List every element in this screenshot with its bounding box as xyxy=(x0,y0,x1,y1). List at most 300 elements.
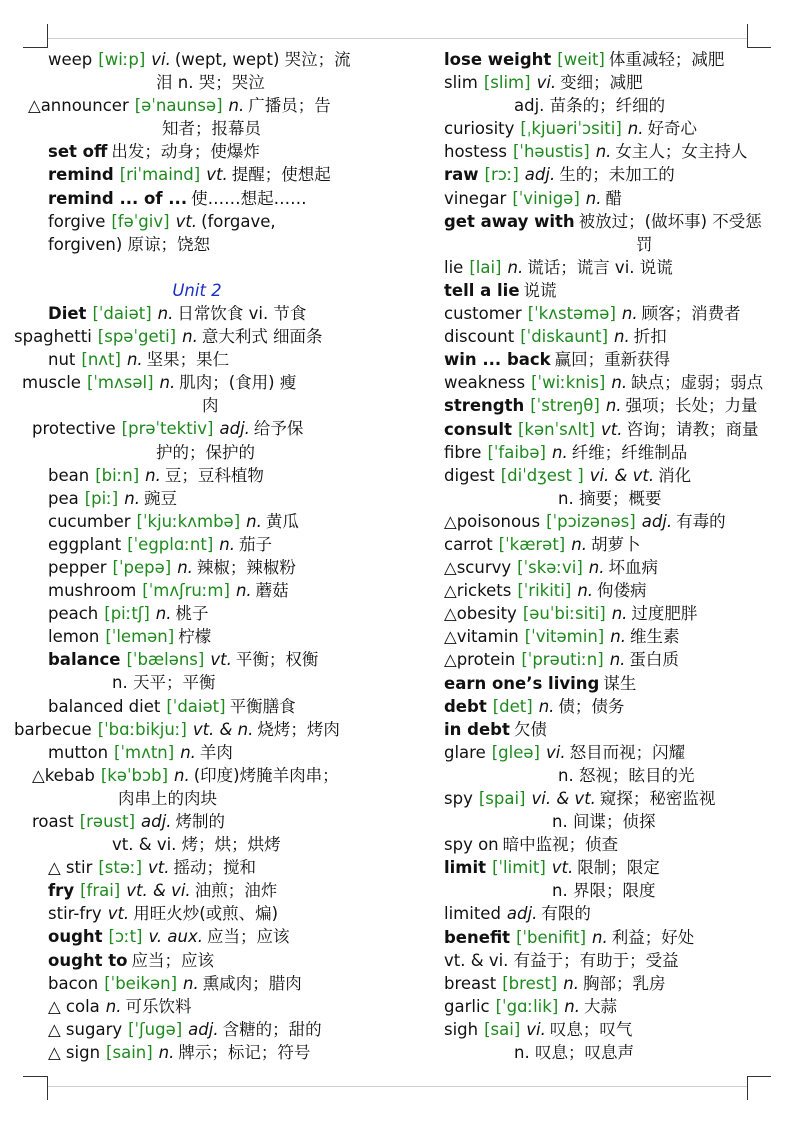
definition-continuation: forgiven) 原谅；饶恕 xyxy=(48,234,211,254)
headword: △kebab xyxy=(32,765,95,785)
definition: 茄子 xyxy=(238,534,272,554)
phonetic: [ˈmʌʃruːm] xyxy=(142,581,230,601)
vocab-entry xyxy=(410,1018,782,1041)
headword: limit xyxy=(444,858,487,878)
headword: mutton xyxy=(48,742,109,762)
definition: 咨询；请教；商量 xyxy=(626,419,759,439)
vocab-entry xyxy=(410,210,782,233)
part-of-speech: n. xyxy=(126,350,143,370)
definition-continuation: vt. & vi. 有益于；有助于；受益 xyxy=(444,950,679,970)
vocab-entry xyxy=(410,579,782,602)
phonetic: [sain] xyxy=(106,1042,153,1062)
part-of-speech: adj. xyxy=(141,812,172,831)
headword: △obesity xyxy=(444,604,517,624)
phonetic: [ˈlemən] xyxy=(105,627,175,647)
headword: set off xyxy=(48,142,108,162)
definition-continuation: n. 界限；限度 xyxy=(552,881,656,901)
headword: garlic xyxy=(444,996,490,1016)
part-of-speech: n. xyxy=(228,96,245,116)
headword: △scurvy xyxy=(444,558,512,578)
headword: spy on xyxy=(444,835,499,855)
headword: get away with xyxy=(444,211,575,231)
phonetic: [ɔːt] xyxy=(108,927,143,947)
phonetic: [gleə] xyxy=(491,742,540,762)
definition: 可乐饮料 xyxy=(125,996,192,1016)
definition: 平衡膳食 xyxy=(229,696,296,716)
phonetic: [piːtʃ] xyxy=(104,604,150,624)
vocabulary-column-right xyxy=(410,48,782,1064)
definition: 提醒；使想起 xyxy=(231,165,331,185)
vocab-entry xyxy=(14,810,380,833)
vocab-entry xyxy=(410,648,782,671)
definition: 豌豆 xyxy=(143,488,177,508)
phonetic: [ˈbæləns] xyxy=(126,650,205,670)
definition: 桃子 xyxy=(175,604,209,624)
headword: carrot xyxy=(444,534,493,554)
part-of-speech: adj. xyxy=(219,419,250,439)
vocab-entry xyxy=(14,741,380,764)
phonetic: [ˈbenifit] xyxy=(516,927,587,947)
vocab-entry xyxy=(14,925,380,948)
headword: digest xyxy=(444,465,495,485)
phonetic: [det] xyxy=(492,696,533,716)
part-of-speech: n. xyxy=(564,996,580,1016)
phonetic: [ˈskəːvi] xyxy=(517,558,583,578)
phonetic: [ˈpepə] xyxy=(112,557,172,577)
part-of-speech: vi. xyxy=(546,742,566,762)
definition: 意大利式 细面条 xyxy=(201,327,323,347)
definition: 熏咸肉；腊肉 xyxy=(202,973,302,993)
definition: 醋 xyxy=(605,188,622,208)
definition-continuation: n. 叹息；叹息声 xyxy=(514,1043,634,1063)
vocab-entry xyxy=(410,302,782,325)
vocab-entry xyxy=(14,695,380,718)
headword: ought xyxy=(48,927,103,947)
part-of-speech: n. xyxy=(180,742,196,762)
phonetic: [sai] xyxy=(484,1019,521,1039)
part-of-speech: adj. xyxy=(506,904,538,924)
headword: strength xyxy=(444,396,525,416)
definition: 坚果；果仁 xyxy=(146,350,230,370)
headword: fibre xyxy=(444,442,482,462)
headword: △rickets xyxy=(444,581,512,601)
part-of-speech: n. xyxy=(577,581,594,601)
phonetic: [frai] xyxy=(80,881,121,901)
phonetic: [ˈvitəmin] xyxy=(524,627,605,647)
vocab-entry xyxy=(14,579,380,602)
part-of-speech: n. xyxy=(610,627,626,647)
phonetic: [ˌkjuəriˈɔsiti] xyxy=(520,119,622,139)
headword: protective xyxy=(32,419,116,439)
part-of-speech: n. xyxy=(124,488,140,508)
part-of-speech: vt. xyxy=(107,904,130,924)
definition: 被放过；(做坏事) 不受惩 xyxy=(578,211,762,231)
unit-heading xyxy=(14,279,380,302)
part-of-speech: vi. & vt. xyxy=(531,789,596,808)
headword: limited xyxy=(444,904,501,924)
header-rule xyxy=(48,38,747,39)
headword: consult xyxy=(444,419,512,439)
vocab-entry xyxy=(410,556,782,579)
vocab-entry xyxy=(410,625,782,648)
part-of-speech: n. xyxy=(595,142,612,162)
vocab-entry xyxy=(14,856,380,879)
vocab-entry xyxy=(14,972,380,995)
part-of-speech: v. aux. xyxy=(148,927,203,947)
vocab-entry xyxy=(410,672,782,695)
phonetic: [brest] xyxy=(502,973,558,993)
part-of-speech: n. xyxy=(552,442,568,462)
definition: (wept, wept) 哭泣；流 xyxy=(174,50,351,69)
part-of-speech: vt. xyxy=(148,858,170,878)
part-of-speech: n. xyxy=(174,765,190,785)
definition: 大蒜 xyxy=(583,996,617,1016)
vocab-entry xyxy=(410,602,782,625)
headword: Diet xyxy=(48,303,87,323)
vocab-entry xyxy=(410,348,782,371)
definition: 羊肉 xyxy=(199,742,233,762)
headword: mushroom xyxy=(48,581,137,601)
vocab-entry xyxy=(14,163,380,186)
headword: glare xyxy=(444,742,486,762)
headword: roast xyxy=(32,812,74,831)
phonetic: [prəˈtektiv] xyxy=(121,419,214,439)
definition: 烤制的 xyxy=(175,812,225,831)
definition: 蘑菇 xyxy=(255,581,289,601)
phonetic: [ˈgɑːlik] xyxy=(495,996,559,1016)
vocab-entry xyxy=(410,418,782,441)
definition: 牌示；标记；符号 xyxy=(178,1042,311,1062)
part-of-speech: n. xyxy=(588,558,605,578)
definition: 体重减轻；减肥 xyxy=(608,50,725,69)
definition: 蛋白质 xyxy=(629,650,679,670)
definition: 黄瓜 xyxy=(265,511,299,531)
headword: vinegar xyxy=(444,188,507,208)
definition: 有限的 xyxy=(541,904,591,924)
headword: benefit xyxy=(444,927,511,947)
definition: 应当；应该 xyxy=(207,927,290,947)
headword: tell a lie xyxy=(444,280,520,300)
headword: bacon xyxy=(48,973,99,993)
headword: hostess xyxy=(444,142,507,162)
crop-mark-top-right xyxy=(747,24,748,48)
phonetic: [ˈmʌsəl] xyxy=(86,373,154,393)
part-of-speech: n. xyxy=(609,650,626,670)
phonetic: [ˈstreŋθ] xyxy=(530,396,600,416)
vocab-entry xyxy=(410,695,782,718)
headword: curiosity xyxy=(444,119,515,139)
headword: win ... back xyxy=(444,350,551,370)
definition: 女主人；女主持人 xyxy=(615,142,748,162)
vocab-entry xyxy=(410,187,782,210)
definition-continuation: 肉串上的肉块 xyxy=(118,788,217,808)
part-of-speech: vi. xyxy=(526,1019,546,1039)
spacer xyxy=(14,256,380,279)
vocab-entry xyxy=(410,163,782,186)
headword: △ sugary xyxy=(48,1019,123,1039)
crop-mark-bottom-right xyxy=(747,1076,748,1100)
part-of-speech: n. xyxy=(246,511,262,531)
phonetic: [rɔː] xyxy=(484,165,519,185)
definition: 好奇心 xyxy=(647,119,697,139)
definition-continuation: adj. 苗条的；纤细的 xyxy=(514,96,666,116)
definition: 平衡；权衡 xyxy=(235,650,319,670)
definition: 顾客；消费者 xyxy=(641,304,741,324)
definition: (forgave, xyxy=(201,211,276,231)
vocab-entry xyxy=(410,926,782,949)
part-of-speech: n. xyxy=(611,373,628,393)
phonetic: [ˈkjuːkʌmbə] xyxy=(136,511,241,531)
part-of-speech: n. xyxy=(611,604,628,624)
definition-continuation: 肉 xyxy=(202,396,219,416)
vocab-entry xyxy=(410,510,782,533)
phonetic: [weit] xyxy=(557,50,605,69)
headword: forgive xyxy=(48,211,106,231)
part-of-speech: n. xyxy=(563,973,579,993)
part-of-speech: vi. & vt. xyxy=(589,465,655,485)
vocab-entry xyxy=(410,256,782,279)
definition: 摇动；搅和 xyxy=(173,858,257,878)
headword: weakness xyxy=(444,373,526,393)
headword: stir-fry xyxy=(48,904,102,924)
part-of-speech: n. xyxy=(235,581,252,601)
part-of-speech: n. xyxy=(157,303,174,323)
headword: debt xyxy=(444,696,487,716)
part-of-speech: adj. xyxy=(641,511,673,531)
crop-mark-bottom-left xyxy=(47,1076,48,1100)
definition: 限制；限定 xyxy=(577,858,660,878)
phonetic: [ˈbɑːbikjuː] xyxy=(97,719,187,739)
headword: discount xyxy=(444,327,515,347)
phonetic: [ˈfaibə] xyxy=(487,442,546,462)
headword: △announcer xyxy=(28,96,129,116)
headword: △vitamin xyxy=(444,627,519,647)
definition: 过度肥胖 xyxy=(631,604,698,624)
part-of-speech: n. xyxy=(159,373,176,393)
definition-continuation: 知者；报幕员 xyxy=(162,119,261,139)
headword: muscle xyxy=(22,373,81,393)
vocab-entry xyxy=(410,279,782,302)
headword: pea xyxy=(48,488,79,508)
phonetic: [əuˈbiːsiti] xyxy=(522,604,606,624)
headword: peach xyxy=(48,604,99,624)
vocab-entry xyxy=(14,371,380,394)
part-of-speech: n. xyxy=(585,188,602,208)
definition: 柠檬 xyxy=(178,627,212,647)
part-of-speech: vt. & n. xyxy=(192,719,254,739)
part-of-speech: n. xyxy=(219,534,235,554)
definition: 怒目而视；闪耀 xyxy=(569,742,686,762)
part-of-speech: vi. xyxy=(151,50,171,69)
phonetic: [ˈprəutiːn] xyxy=(521,650,604,670)
vocab-entry xyxy=(410,533,782,556)
phonetic: [ˈʃugə] xyxy=(128,1019,183,1039)
part-of-speech: adj. xyxy=(188,1019,219,1039)
vocab-entry xyxy=(14,533,380,556)
definition: 强项；长处；力量 xyxy=(625,396,758,416)
headword: customer xyxy=(444,304,522,324)
definition-continuation: n. 间谍；侦探 xyxy=(552,812,656,832)
phonetic: [diˈdʒest ] xyxy=(500,465,584,485)
headword: △protein xyxy=(444,650,516,670)
part-of-speech: vi. xyxy=(536,73,557,93)
definition: 折扣 xyxy=(633,327,667,347)
phonetic: [wiːp] xyxy=(98,50,146,69)
headword: eggplant xyxy=(48,534,122,554)
part-of-speech: n. xyxy=(183,973,199,993)
vocab-entry xyxy=(14,902,380,925)
definition: 使……想起…… xyxy=(191,188,307,208)
phonetic: [biːn] xyxy=(95,465,140,485)
phonetic: [spai] xyxy=(478,789,526,808)
crop-mark-top-left xyxy=(47,24,48,48)
headword: ought to xyxy=(48,950,128,970)
vocab-entry xyxy=(14,94,380,117)
definition: 胡萝卜 xyxy=(590,534,641,554)
headword: nut xyxy=(48,350,76,370)
headword: △ cola xyxy=(48,996,100,1016)
definition: 辣椒；辣椒粉 xyxy=(196,557,296,577)
definition: 窥探；秘密监视 xyxy=(599,789,716,808)
definition-continuation: 泪 n. 哭；哭泣 xyxy=(156,73,265,93)
definition: 佝偻病 xyxy=(597,581,647,601)
part-of-speech: n. xyxy=(105,996,122,1016)
definition: 说谎 xyxy=(523,280,557,300)
phonetic: [ˈegplɑːnt] xyxy=(127,534,214,554)
definition-continuation: n. 摘要；概要 xyxy=(558,488,662,508)
part-of-speech: n. xyxy=(177,557,193,577)
definition: 肌肉；(食用) 瘦 xyxy=(179,373,297,393)
headword: lose weight xyxy=(444,50,552,69)
part-of-speech: vt. xyxy=(206,165,228,185)
definition: 应当；应该 xyxy=(131,950,214,970)
headword: sigh xyxy=(444,1019,479,1039)
headword: in debt xyxy=(444,719,510,739)
vocab-entry xyxy=(14,325,380,348)
phonetic: [kəˈbɔb] xyxy=(100,765,169,785)
definition-continuation: n. 天平；平衡 xyxy=(112,673,216,693)
definition: 日常饮食 vi. 节食 xyxy=(177,303,307,323)
phonetic: [piː] xyxy=(84,488,119,508)
definition-continuation: 罚 xyxy=(636,234,653,254)
part-of-speech: vt. xyxy=(600,419,623,439)
phonetic: [fəˈgiv] xyxy=(111,211,170,231)
definition: 含糖的；甜的 xyxy=(222,1019,322,1039)
phonetic: [ˈhəustis] xyxy=(512,142,590,162)
vocab-entry xyxy=(14,648,380,671)
headword: lie xyxy=(444,257,464,277)
vocab-entry xyxy=(14,879,380,902)
vocab-entry xyxy=(14,302,380,325)
definition: 胸部；乳房 xyxy=(582,973,666,993)
phonetic: [ˈlimit] xyxy=(492,858,546,878)
part-of-speech: adj. xyxy=(524,165,556,185)
phonetic: [nʌt] xyxy=(81,350,121,370)
phonetic: [stəː] xyxy=(98,858,143,878)
definition: 纤维；纤维制品 xyxy=(571,442,688,462)
definition: 广播员；告 xyxy=(248,96,331,116)
part-of-speech: n. xyxy=(592,927,608,947)
vocab-entry xyxy=(14,556,380,579)
definition: 出发；动身；使爆炸 xyxy=(111,142,260,162)
definition: 变细；减肥 xyxy=(560,73,643,93)
vocab-entry xyxy=(410,972,782,995)
headword: remind ... of ... xyxy=(48,188,188,208)
definition: 消化 xyxy=(658,465,692,485)
vocab-entry xyxy=(410,371,782,394)
part-of-speech: n. xyxy=(614,327,630,347)
vocab-entry xyxy=(410,325,782,348)
definition: 暗中监视；侦查 xyxy=(502,835,619,855)
vocab-entry xyxy=(410,787,782,810)
phonetic: [riˈmaind] xyxy=(119,165,201,185)
part-of-speech: n. xyxy=(182,327,198,347)
crop-mark-bottom-right xyxy=(747,1076,771,1077)
definition: 谎话；谎言 vi. 说谎 xyxy=(527,257,673,277)
definition-continuation: 护的；保护的 xyxy=(156,442,255,462)
phonetic: [ˈdaiət] xyxy=(166,696,226,716)
part-of-speech: vt. & vi. xyxy=(126,881,191,901)
definition: 谋生 xyxy=(603,673,637,693)
headword: barbecue xyxy=(14,719,92,739)
vocab-entry xyxy=(14,764,380,787)
headword: balance xyxy=(48,650,121,670)
headword: spaghetti xyxy=(14,327,92,347)
headword: weep xyxy=(48,50,93,69)
footer-rule xyxy=(48,1086,747,1087)
phonetic: [ˈwiːknis] xyxy=(531,373,606,393)
vocab-entry xyxy=(410,856,782,879)
vocab-entry xyxy=(14,625,380,648)
definition: 用旺火炒(或煎、煸) xyxy=(133,904,279,924)
definition-continuation: vt. & vi. 烤；烘；烘烤 xyxy=(112,835,281,855)
vocab-entry xyxy=(410,48,782,71)
phonetic: [əˈnaunsə] xyxy=(134,96,223,116)
vocab-entry xyxy=(14,464,380,487)
vocab-entry xyxy=(14,718,380,741)
headword: bean xyxy=(48,465,90,485)
headword: △ stir xyxy=(48,858,93,878)
vocab-entry xyxy=(14,487,380,510)
vocab-entry xyxy=(410,995,782,1018)
phonetic: [ˈdaiət] xyxy=(92,303,152,323)
part-of-speech: n. xyxy=(627,119,644,139)
vocab-entry xyxy=(410,394,782,417)
vocab-entry xyxy=(14,949,380,972)
phonetic: [ˈpɔizənəs] xyxy=(546,511,636,531)
vocab-entry xyxy=(14,995,380,1018)
part-of-speech: vt. xyxy=(175,211,198,231)
unit-title: Unit 2 xyxy=(172,280,222,300)
definition: 生的；未加工的 xyxy=(559,165,675,185)
vocab-entry xyxy=(410,464,782,487)
vocab-entry xyxy=(14,1041,380,1064)
vocab-entry xyxy=(410,441,782,464)
definition: (印度)烤腌羊肉串； xyxy=(193,765,339,785)
vocab-entry xyxy=(410,833,782,856)
phonetic: [kənˈsʌlt] xyxy=(517,419,595,439)
part-of-speech: n. xyxy=(605,396,622,416)
part-of-speech: n. xyxy=(158,1042,175,1062)
vocab-entry xyxy=(410,117,782,140)
phonetic: [ˈvinigə] xyxy=(512,188,580,208)
headword: △poisonous xyxy=(444,511,541,531)
vocabulary-column-left xyxy=(14,48,380,1064)
vocab-entry xyxy=(410,718,782,741)
definition: 叹息；叹气 xyxy=(549,1019,633,1039)
vocab-entry xyxy=(410,71,782,94)
phonetic: [slim] xyxy=(483,73,531,93)
